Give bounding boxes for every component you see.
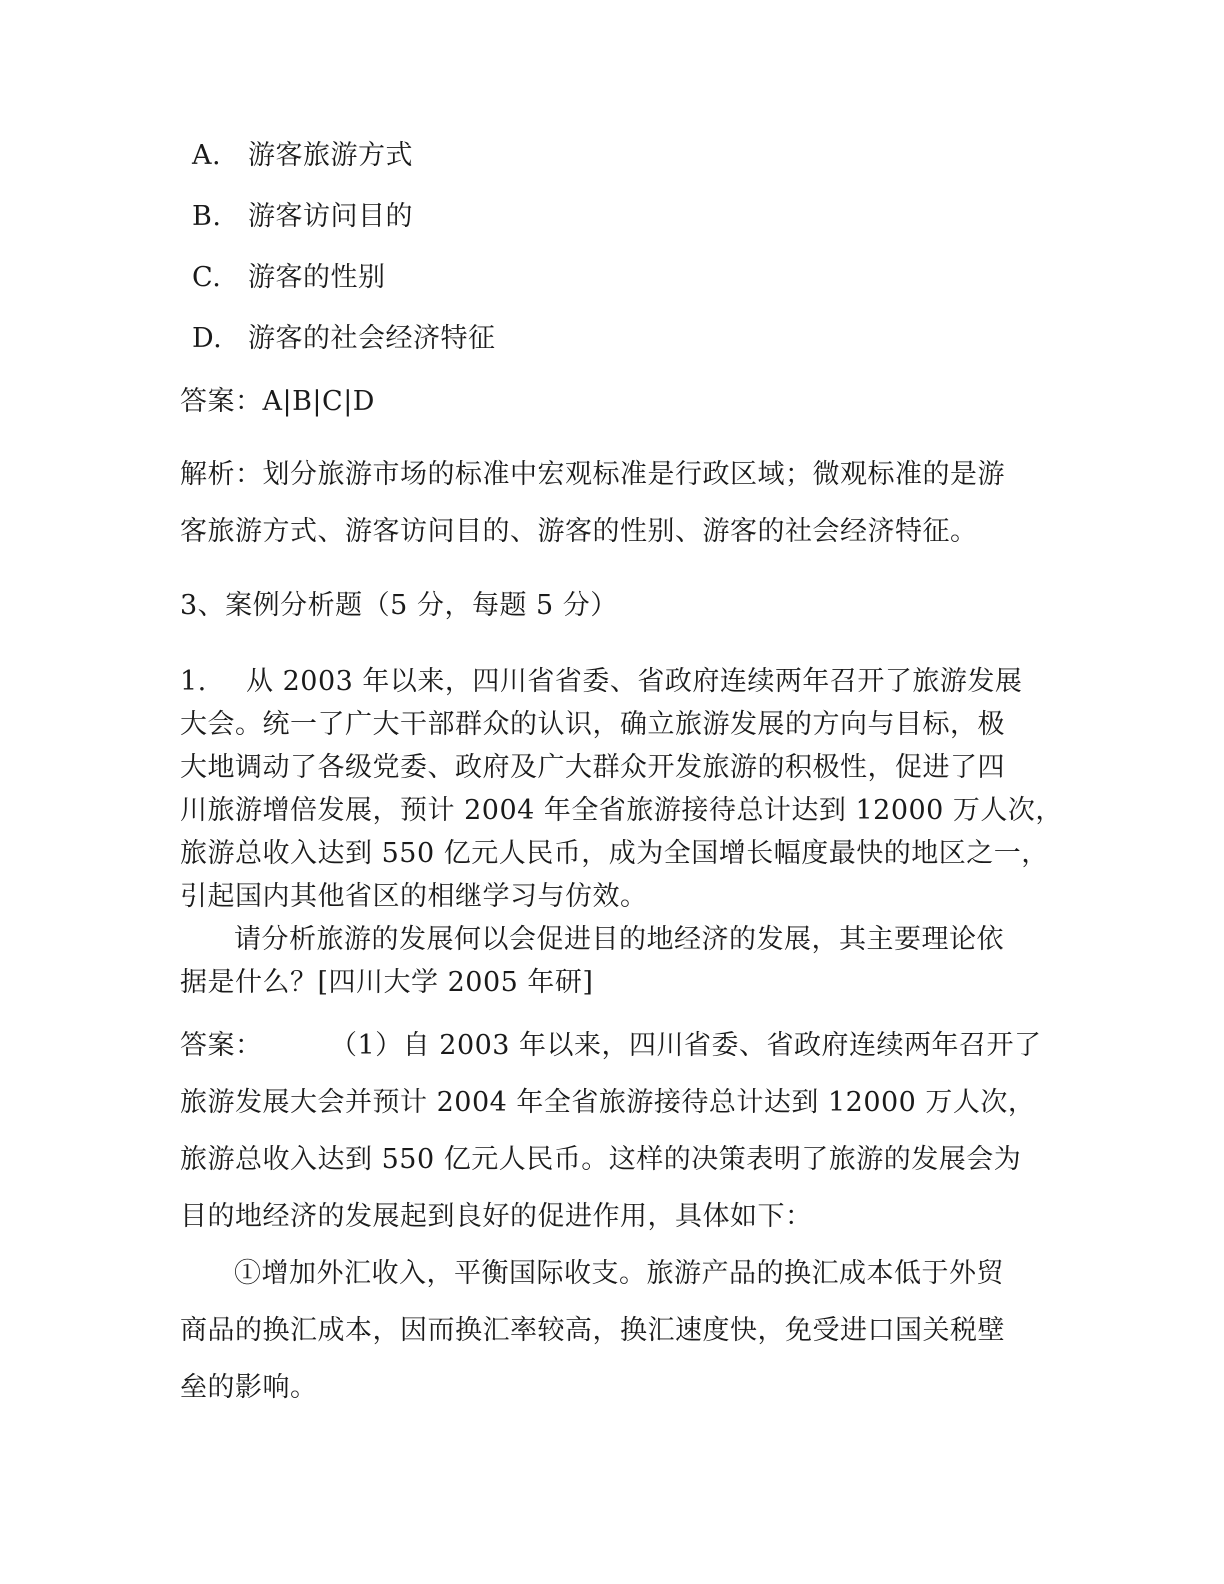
- analysis-line: 解析：划分旅游市场的标准中宏观标准是行政区域；微观标准的是游: [180, 459, 1005, 490]
- option-text: 游客访问目的: [248, 201, 413, 232]
- case-line: 旅游总收入达到 550 亿元人民币，成为全国增长幅度最快的地区之一，: [180, 838, 1049, 869]
- option-b: [192, 199, 413, 235]
- option-c: [192, 260, 386, 296]
- case-text: 从 2003 年以来，四川省省委、省政府连续两年召开了旅游发展: [246, 666, 1023, 697]
- option-letter: D.: [192, 323, 223, 354]
- section-title: 3、案例分析题（5 分，每题 5 分）: [180, 590, 618, 621]
- analysis-line: 客旅游方式、游客访问目的、游客的性别、游客的社会经济特征。: [180, 516, 978, 547]
- answer2-text: （1）自 2003 年以来，四川省委、省政府连续两年召开了: [330, 1030, 1042, 1061]
- point-line: 商品的换汇成本，因而换汇率较高，换汇速度快，免受进口国关税壁: [180, 1315, 1005, 1346]
- answer-label: 答案：: [180, 1030, 263, 1061]
- case-line: 大地调动了各级党委、政府及广大群众开发旅游的积极性，促进了四: [180, 752, 1005, 783]
- answer2-line: 目的地经济的发展起到良好的促进作用，具体如下：: [180, 1201, 813, 1232]
- case-line: 引起国内其他省区的相继学习与仿效。: [180, 881, 648, 912]
- option-a: [192, 138, 413, 174]
- option-d: [192, 321, 496, 357]
- case-number: 1.: [180, 666, 207, 697]
- question-line: 请分析旅游的发展何以会促进目的地经济的发展，其主要理论依: [234, 924, 1004, 955]
- point-line: ①增加外汇收入，平衡国际收支。旅游产品的换汇成本低于外贸: [234, 1258, 1004, 1289]
- option-text: 游客的社会经济特征: [248, 323, 496, 354]
- answer2-line: 旅游总收入达到 550 亿元人民币。这样的决策表明了旅游的发展会为: [180, 1144, 1022, 1175]
- point-line: 垒的影响。: [180, 1372, 318, 1403]
- answer2-line: [180, 1028, 1042, 1064]
- case-line: 川旅游增倍发展，预计 2004 年全省旅游接待总计达到 12000 万人次，: [180, 795, 1063, 826]
- answer2-line: 旅游发展大会并预计 2004 年全省旅游接待总计达到 12000 万人次，: [180, 1087, 1036, 1118]
- option-letter: A.: [192, 140, 222, 171]
- case-line: [180, 664, 1022, 700]
- option-text: 游客旅游方式: [248, 140, 413, 171]
- option-letter: B.: [192, 201, 222, 232]
- option-text: 游客的性别: [248, 262, 386, 293]
- question-line: 据是什么？[四川大学 2005 年研]: [180, 967, 594, 998]
- case-line: 大会。统一了广大干部群众的认识，确立旅游发展的方向与目标，极: [180, 709, 1005, 740]
- answer-line: 答案：A|B|C|D: [180, 386, 375, 417]
- option-letter: C.: [192, 262, 222, 293]
